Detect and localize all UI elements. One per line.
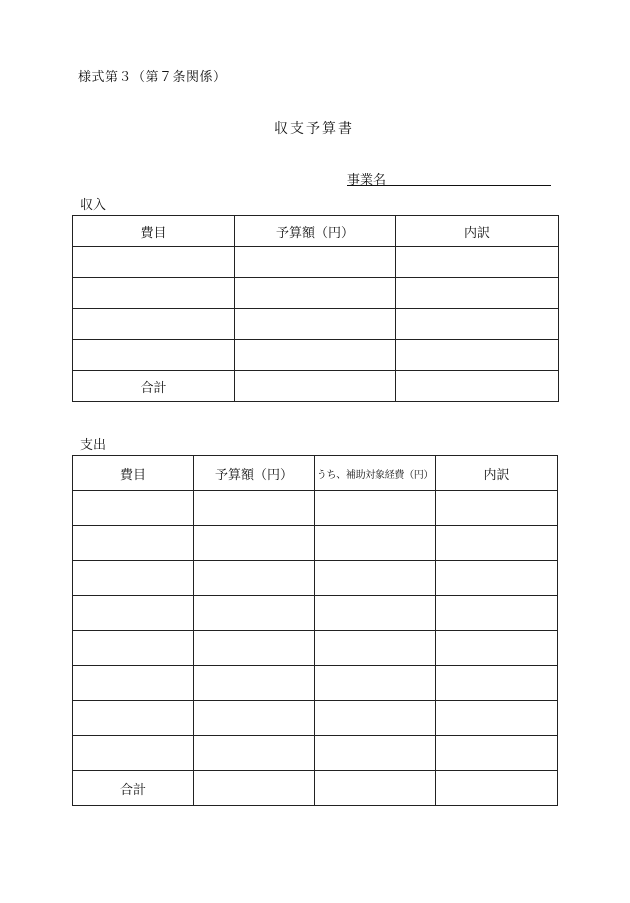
expense-cell[interactable] [194, 736, 315, 771]
expense-cell[interactable] [73, 736, 194, 771]
table-row [73, 561, 558, 596]
expense-header-budget: 予算額（円） [194, 456, 315, 491]
expense-cell[interactable] [194, 666, 315, 701]
expense-total-budget[interactable] [194, 771, 315, 806]
expense-section-label: 支出 [80, 438, 107, 453]
income-header-budget: 予算額（円） [235, 216, 396, 247]
table-row [73, 491, 558, 526]
table-row [73, 596, 558, 631]
expense-cell[interactable] [436, 596, 558, 631]
table-row [73, 309, 559, 340]
expense-cell[interactable] [73, 666, 194, 701]
expense-header-breakdown: 内訳 [436, 456, 558, 491]
expense-cell[interactable] [315, 596, 436, 631]
income-cell[interactable] [235, 340, 396, 371]
expense-cell[interactable] [194, 526, 315, 561]
expense-cell[interactable] [73, 561, 194, 596]
expense-cell[interactable] [436, 701, 558, 736]
expense-cell[interactable] [436, 736, 558, 771]
expense-cell[interactable] [73, 526, 194, 561]
project-name-label: 事業名 [347, 173, 387, 188]
expense-table [72, 455, 558, 806]
income-header-item: 費目 [73, 216, 235, 247]
income-cell[interactable] [73, 247, 235, 278]
expense-cell[interactable] [315, 491, 436, 526]
income-cell[interactable] [396, 309, 559, 340]
table-row [73, 247, 559, 278]
expense-cell[interactable] [315, 736, 436, 771]
expense-total-eligible[interactable] [315, 771, 436, 806]
document-title [0, 118, 630, 138]
expense-cell[interactable] [315, 701, 436, 736]
income-header-breakdown: 内訳 [396, 216, 559, 247]
document-title-text: 収支予算書 [274, 121, 354, 137]
expense-cell[interactable] [194, 561, 315, 596]
expense-cell[interactable] [315, 561, 436, 596]
expense-cell[interactable] [315, 526, 436, 561]
expense-cell[interactable] [436, 561, 558, 596]
table-row [73, 526, 558, 561]
table-row [73, 666, 558, 701]
expense-cell[interactable] [436, 526, 558, 561]
table-row [73, 278, 559, 309]
expense-header-eligible: うち、補助対象経費（円） [315, 456, 436, 491]
expense-total-breakdown[interactable] [436, 771, 558, 806]
table-row [73, 340, 559, 371]
expense-cell[interactable] [73, 596, 194, 631]
income-cell[interactable] [73, 340, 235, 371]
expense-total-row [73, 771, 558, 806]
expense-cell[interactable] [73, 491, 194, 526]
form-number: 様式第３（第７条関係） [78, 70, 227, 85]
expense-cell[interactable] [436, 631, 558, 666]
income-total-breakdown[interactable] [396, 371, 559, 402]
income-total-label: 合計 [73, 371, 235, 402]
expense-cell[interactable] [194, 631, 315, 666]
project-name-field[interactable] [347, 169, 551, 186]
income-cell[interactable] [73, 309, 235, 340]
income-total-row [73, 371, 559, 402]
expense-cell[interactable] [436, 666, 558, 701]
expense-cell[interactable] [315, 666, 436, 701]
income-cell[interactable] [396, 278, 559, 309]
income-cell[interactable] [235, 278, 396, 309]
income-table [72, 215, 559, 402]
table-row [73, 736, 558, 771]
expense-cell[interactable] [194, 491, 315, 526]
expense-cell[interactable] [436, 491, 558, 526]
income-cell[interactable] [73, 278, 235, 309]
expense-header-item: 費目 [73, 456, 194, 491]
expense-cell[interactable] [315, 631, 436, 666]
income-cell[interactable] [396, 247, 559, 278]
expense-cell[interactable] [194, 701, 315, 736]
income-cell[interactable] [235, 309, 396, 340]
expense-header-row [73, 456, 558, 491]
expense-total-label: 合計 [73, 771, 194, 806]
table-row [73, 701, 558, 736]
income-cell[interactable] [235, 247, 396, 278]
income-section-label: 収入 [80, 198, 107, 213]
table-row [73, 631, 558, 666]
income-total-budget[interactable] [235, 371, 396, 402]
expense-cell[interactable] [194, 596, 315, 631]
income-cell[interactable] [396, 340, 559, 371]
expense-cell[interactable] [73, 701, 194, 736]
expense-cell[interactable] [73, 631, 194, 666]
income-header-row [73, 216, 559, 247]
